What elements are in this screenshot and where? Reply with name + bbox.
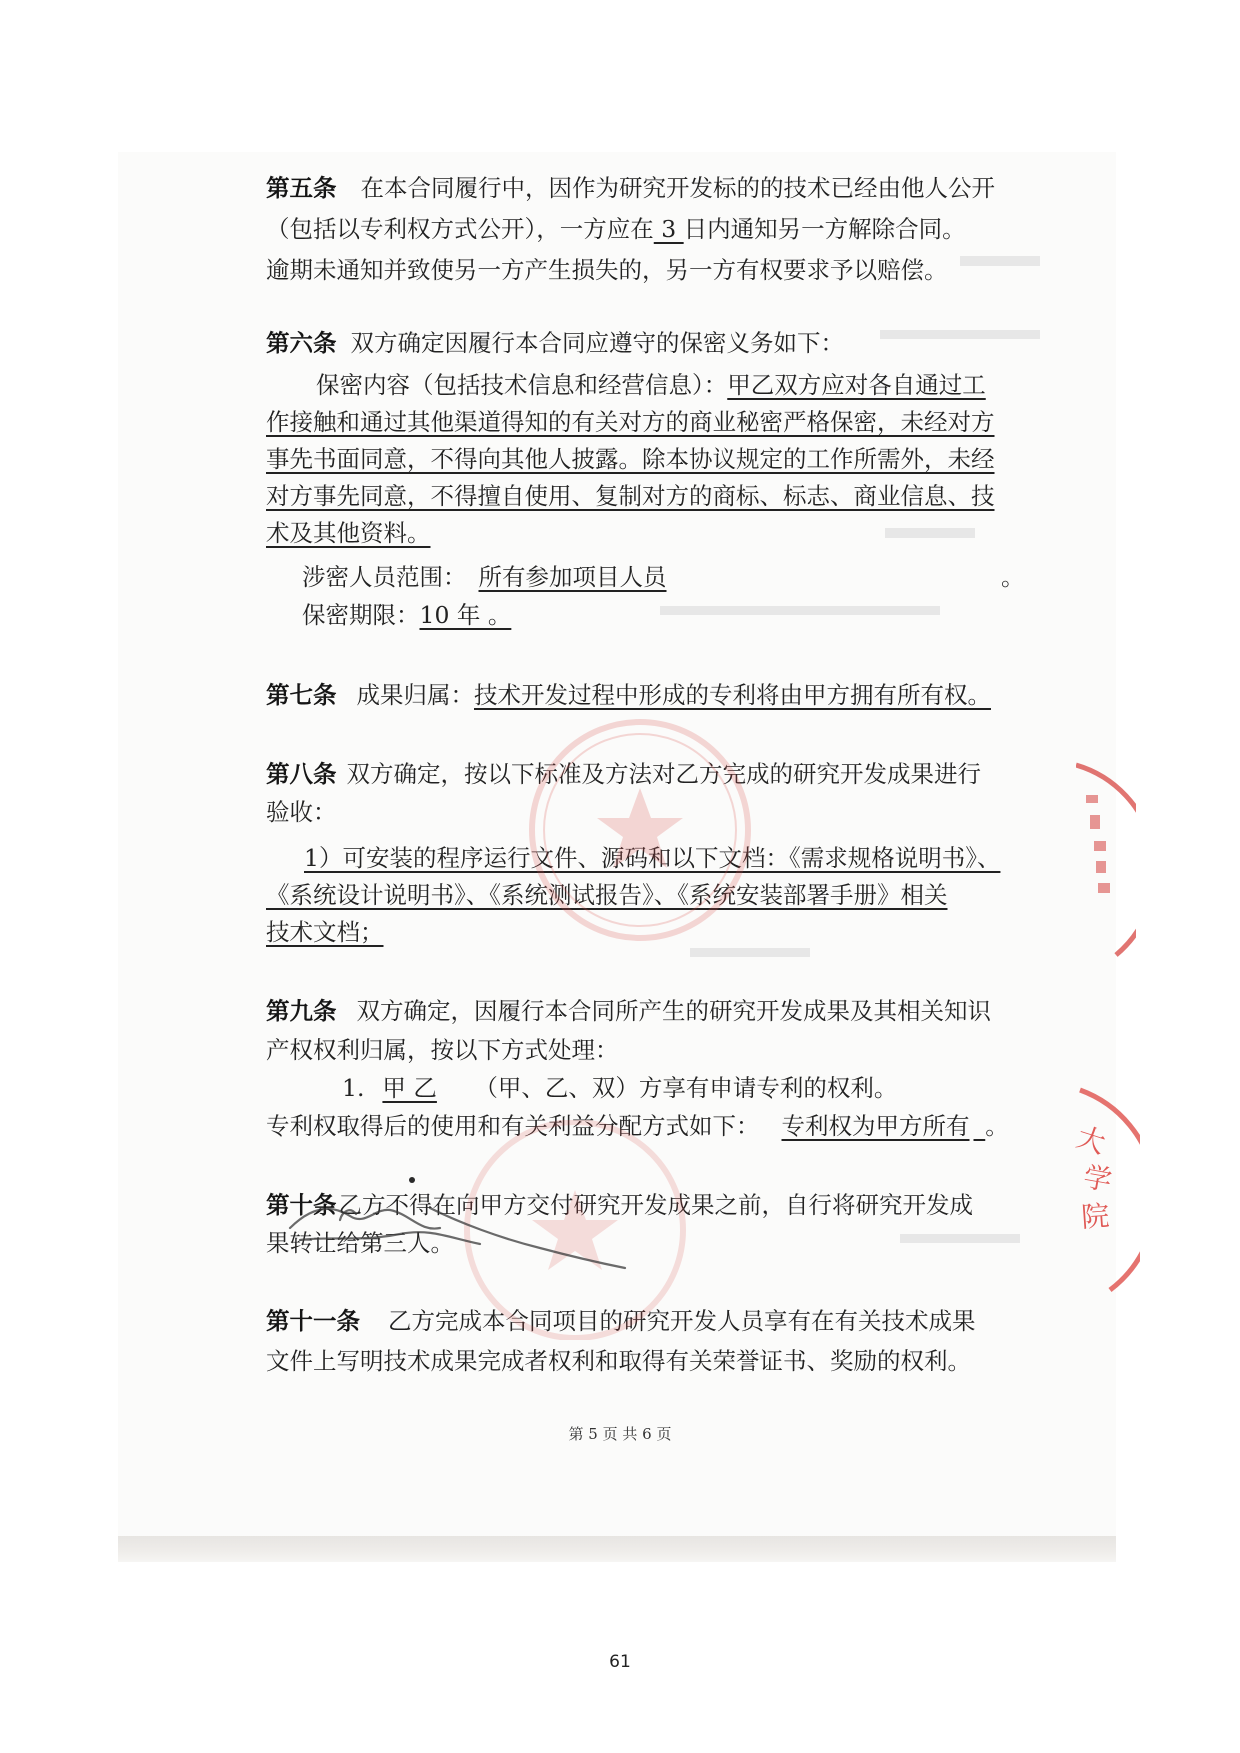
clause-6-personnel-scope: 涉密人员范围： 所有参加项目人员 。 (302, 563, 1025, 591)
clause-6-line-2: 保密内容（包括技术信息和经营信息）：甲乙双方应对各自通过工 (316, 371, 986, 399)
page-edge (118, 1536, 1116, 1562)
clause-9-title: 第九条 (266, 997, 337, 1025)
clause-10-title: 第十条 (266, 1191, 337, 1219)
svg-text:大: 大 (1072, 1120, 1110, 1161)
notice-days-field: 3 (653, 215, 684, 243)
clause-7-title: 第七条 (266, 681, 337, 709)
benefit-distribution-field: 专利权为甲方所有 (781, 1112, 970, 1140)
clause-7-line-1: 第七条 成果归属：技术开发过程中形成的专利将由甲方拥有所有权。 (266, 681, 991, 709)
clause-9-line-2: 产权权利归属，按以下方式处理： (266, 1036, 619, 1064)
clause-11-line-1: 第十一条 乙方完成本合同项目的研究开发人员享有在有关技术成果 (266, 1307, 976, 1335)
clause-6-confidentiality-period: 保密期限：10 年 。 (302, 601, 512, 629)
clause-6-line-5: 对方事先同意，不得擅自使用、复制对方的商标、标志、商业信息、技 (266, 482, 995, 510)
clause-8-title: 第八条 (266, 760, 337, 788)
sheet-page-counter: 第 5 页 共 6 页 (568, 1425, 672, 1443)
page-number: 61 (609, 1652, 631, 1672)
clause-9-line-4: 专利权取得后的使用和有关利益分配方式如下： 专利权为甲方所有 。 (266, 1112, 1009, 1140)
clause-6-title: 第六条 (266, 329, 337, 357)
clause-6-line-1: 第六条 双方确定因履行本合同应遵守的保密义务如下： (266, 329, 844, 357)
clause-10-line-1: 第十条乙方不得在向甲方交付研究开发成果之前，自行将研究开发成 (266, 1191, 973, 1219)
clause-6-line-6: 术及其他资料。 (266, 519, 431, 547)
clause-11-line-2: 文件上写明技术成果完成者权利和取得有关荣誉证书、奖励的权利。 (266, 1347, 971, 1375)
clause-5-line-2: （包括以专利权方式公开），一方应在 3 日内通知另一方解除合同。 (266, 215, 966, 243)
patent-applicant-field: 甲 乙 (382, 1074, 437, 1102)
clause-8-line-2: 验收： (266, 798, 337, 826)
clause-8-line-3: 1）可安装的程序运行文件、源码和以下文档：《需求规格说明书》、 (304, 844, 1001, 872)
clause-5-line-1: 第五条 在本合同履行中，因作为研究开发标的的技术已经由他人公开 (266, 174, 995, 202)
svg-text:院: 院 (1080, 1199, 1111, 1234)
clause-9-line-3: 1.甲 乙（甲、乙、双）方享有申请专利的权利。 (342, 1074, 898, 1102)
clause-9-line-1: 第九条 双方确定，因履行本合同所产生的研究开发成果及其相关知识 (266, 997, 991, 1025)
clause-10-line-2: 果转让给第三人。 (266, 1229, 454, 1257)
clause-8-line-1: 第八条 双方确定，按以下标准及方法对乙方完成的研究开发成果进行 (266, 760, 981, 788)
clause-11-title: 第十一条 (266, 1307, 360, 1335)
clause-6-line-4: 事先书面同意，不得向其他人披露。除本协议规定的工作所需外，未经 (266, 445, 995, 473)
clause-8-line-5: 技术文档； (266, 918, 384, 946)
clause-6-line-3: 作接触和通过其他渠道得知的有关对方的商业秘密严格保密，未经对方 (266, 408, 995, 436)
clause-5-line-3: 逾期未通知并致使另一方产生损失的，另一方有权要求予以赔偿。 (266, 256, 948, 284)
svg-text:学: 学 (1080, 1159, 1115, 1198)
clause-5-title: 第五条 (266, 174, 337, 202)
clause-8-line-4: 《系统设计说明书》、《系统测试报告》、《系统安装部署手册》相关 (266, 881, 948, 909)
